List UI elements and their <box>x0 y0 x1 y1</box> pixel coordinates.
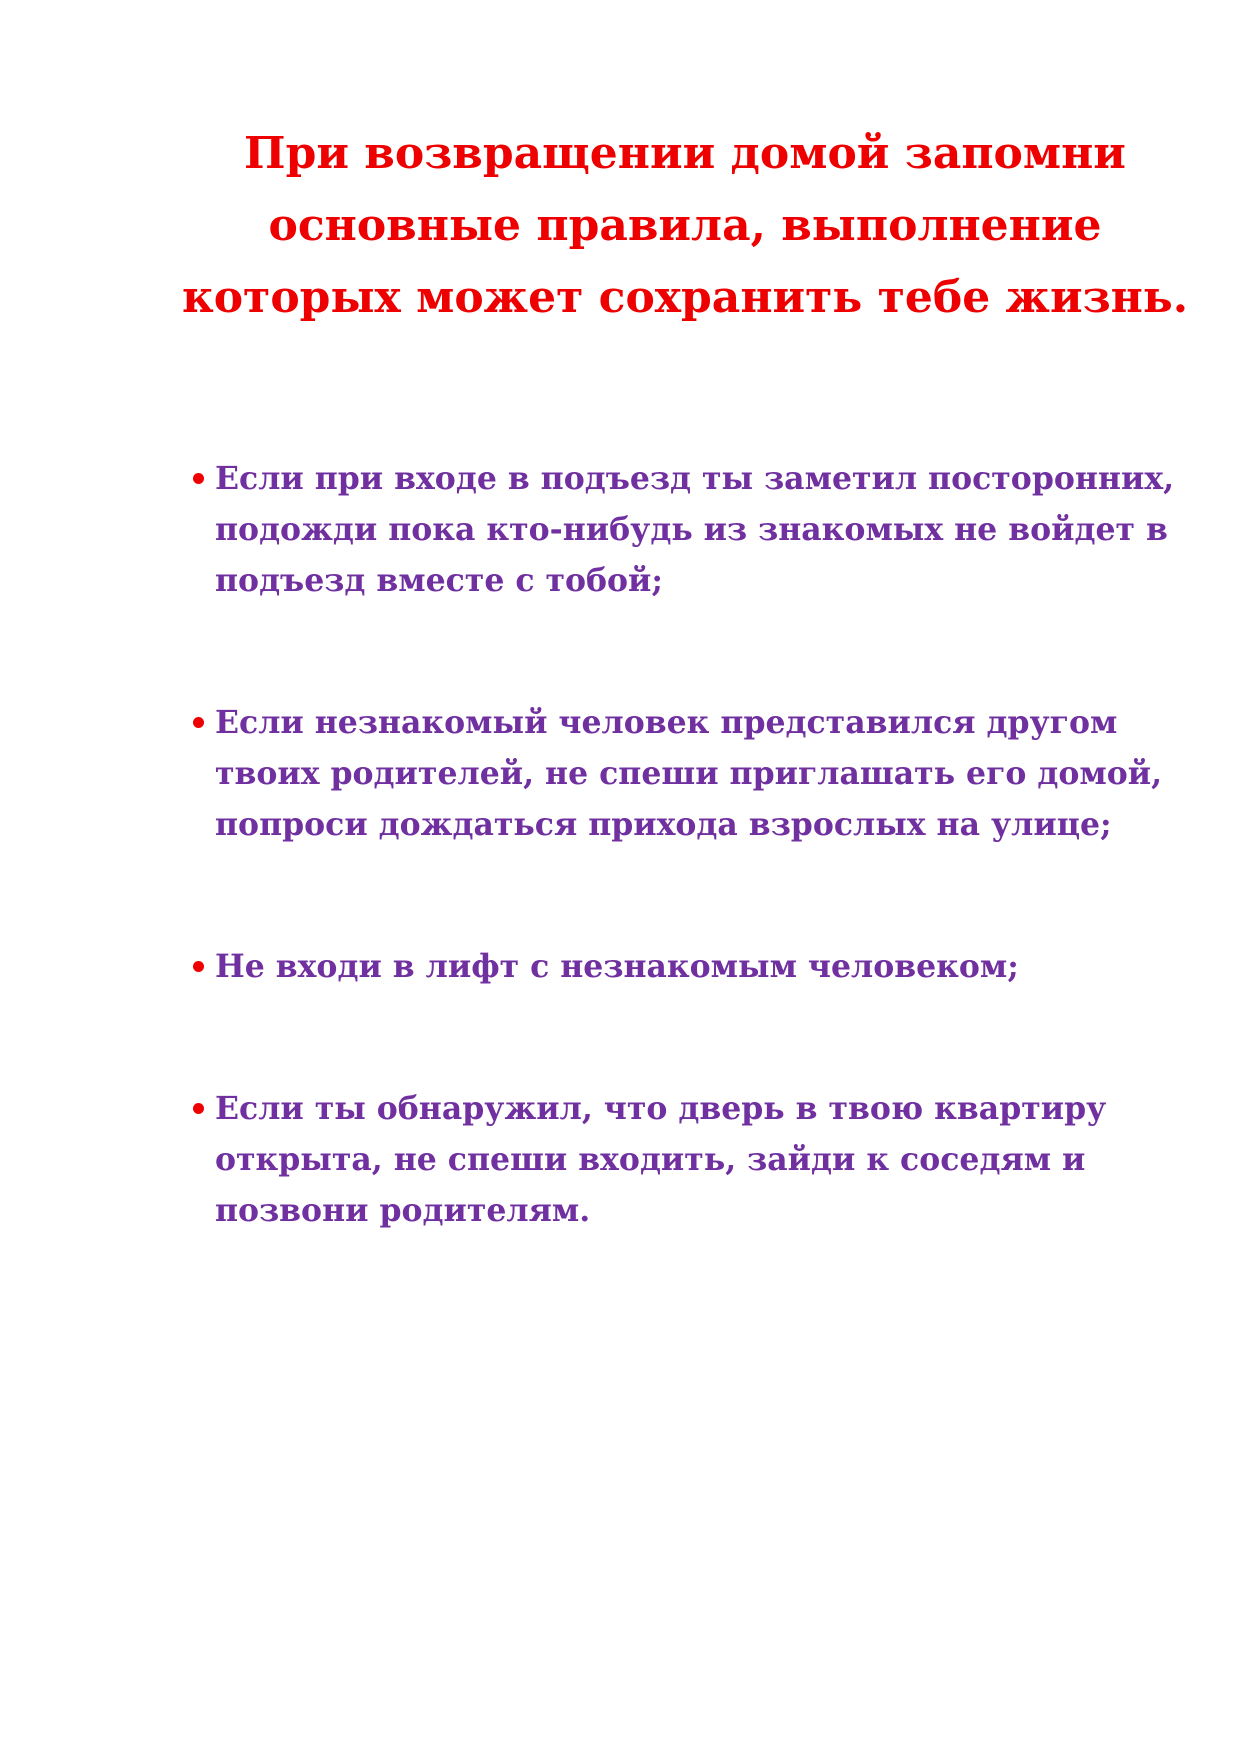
rule-item <box>215 453 1215 606</box>
rule-text-line: подожди пока кто-нибудь из знакомых не войдет в <box>215 511 1168 548</box>
rule-text-line: Если при входе в подъезд ты заметил посторонних, <box>215 460 1175 497</box>
rule-item <box>215 1083 1215 1236</box>
rule-text-line: позвони родителям. <box>215 1192 591 1229</box>
bullet-dot-icon <box>193 473 204 484</box>
rule-item <box>215 697 1215 850</box>
title-line: основные правила, выполнение <box>268 200 1102 251</box>
bullet-dot-icon <box>193 1103 204 1114</box>
rule-text-line: открыта, не спеши входить, зайди к соседям и <box>215 1141 1086 1178</box>
rule-text-line: Если незнакомый человек представился другом <box>215 704 1118 741</box>
rule-text-line: подъезд вместе с тобой; <box>215 562 664 599</box>
title-line: которых может сохранить тебе жизнь. <box>181 272 1189 323</box>
rule-text-line: Не входи в лифт с незнакомым человеком; <box>215 948 1019 985</box>
rule-text-line: попроси дождаться прихода взрослых на улице; <box>215 806 1112 843</box>
title-line: При возвращении домой запомни <box>244 128 1126 179</box>
rule-text-line: твоих родителей, не спеши приглашать его домой, <box>215 755 1163 792</box>
rule-item <box>215 941 1215 992</box>
bullet-dot-icon <box>193 961 204 972</box>
bullet-dot-icon <box>193 717 204 728</box>
rule-text-line: Если ты обнаружил, что дверь в твою квартиру <box>215 1090 1107 1127</box>
